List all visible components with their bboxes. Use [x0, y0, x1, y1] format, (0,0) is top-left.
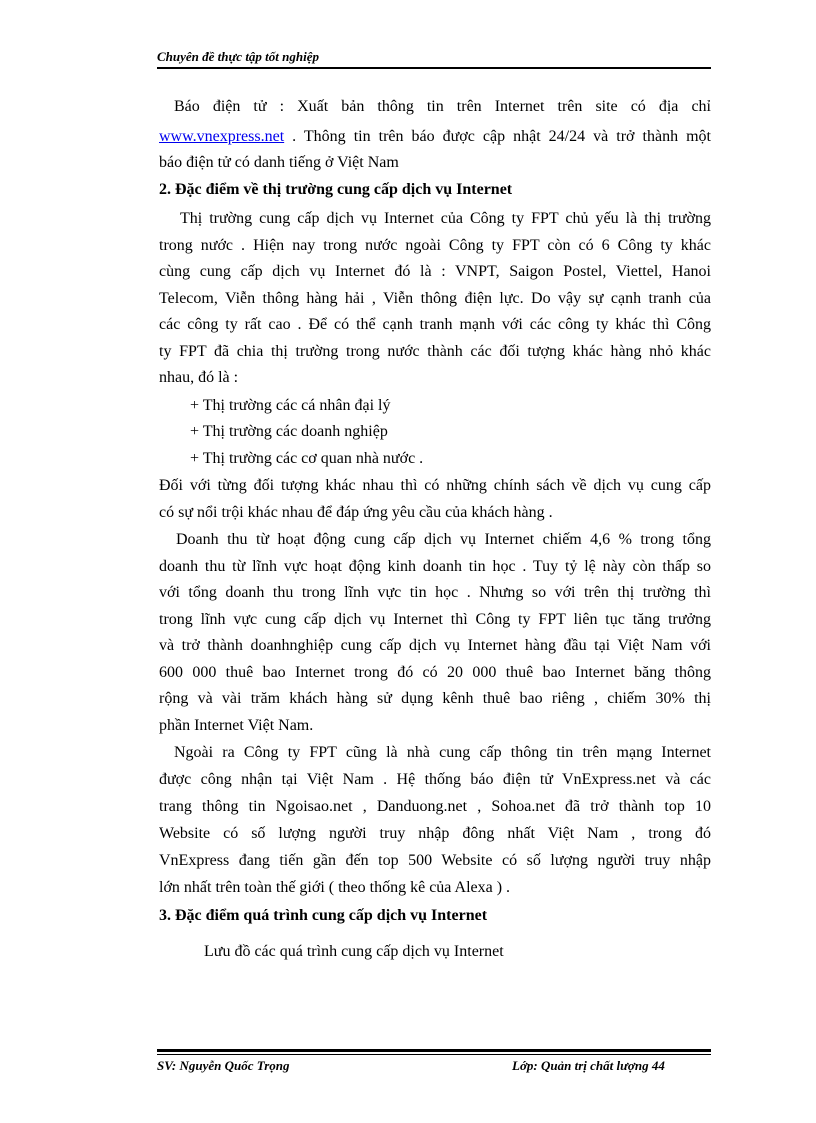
footer-student-name: SV: Nguyễn Quốc Trọng — [157, 1058, 290, 1073]
para4-line: lớn nhất trên toàn thế giới ( theo thống kê của Alexa ) . — [159, 879, 511, 896]
market-bullet: + Thị trường các doanh nghiệp — [190, 423, 388, 440]
para3-line: với tổng doanh thu trong lĩnh vực tin học . Nhưng so với trên thị trường thì — [159, 584, 711, 601]
para1-line: trong nước . Hiện nay trong nước ngoài Công ty FPT còn có 6 Công ty khác — [159, 237, 711, 254]
section-3-heading: 3. Đặc điểm quá trình cung cấp dịch vụ Internet — [159, 907, 488, 924]
intro-line-3: báo điện tử có danh tiếng ở Việt Nam — [159, 154, 399, 171]
market-bullet: + Thị trường các cơ quan nhà nước . — [190, 450, 424, 467]
para1-line: Thị trường cung cấp dịch vụ Internet của Công ty FPT chủ yếu là thị trường — [180, 210, 711, 227]
intro-line-1: Báo điện tử : Xuất bản thông tin trên Internet trên site có địa chỉ — [174, 98, 711, 115]
para4-line: Ngoài ra Công ty FPT cũng là nhà cung cấp thông tin trên mạng Internet — [174, 744, 711, 761]
para4-line: Website có số lượng người truy nhập đông nhất Việt Nam , trong đó — [159, 825, 711, 842]
para1-line: cùng cung cấp dịch vụ Internet đó là : VNPT, Saigon Postel, Viettel, Hanoi — [159, 263, 711, 280]
para4-line: VnExpress đang tiến gần đến top 500 Website có số lượng người truy nhập — [159, 852, 711, 869]
footer-rule-thick — [157, 1049, 711, 1052]
para3-line: doanh thu từ lĩnh vực hoạt động kinh doanh tin học . Tuy tỷ lệ này còn thấp so — [159, 558, 711, 575]
para1-line: Telecom, Viễn thông hàng hải , Viễn thông điện lực. Do vậy sự cạnh tranh của — [159, 290, 711, 307]
page-header-title: Chuyên đề thực tập tốt nghiệp — [157, 49, 319, 64]
para3-line: 600 000 thuê bao Internet trong đó có 20 000 thuê bao Internet băng thông — [159, 664, 711, 681]
para3-line: rộng và vài trăm khách hàng sử dụng kênh thuê bao riêng , chiếm 30% thị — [159, 690, 711, 707]
header-rule — [157, 67, 711, 69]
market-bullet: + Thị trường các cá nhân đại lý — [190, 397, 391, 414]
para4-line: được công nhận tại Việt Nam . Hệ thống báo điện tử VnExpress.net và các — [159, 771, 711, 788]
intro-line-2 — [159, 127, 711, 147]
para1-line: nhau, đó là : — [159, 369, 239, 386]
footer-class: Lớp: Quản trị chất lượng 44 — [512, 1058, 665, 1073]
vnexpress-link[interactable]: www.vnexpress.net — [159, 128, 285, 145]
para1-line: các công ty rất cao . Để có thể cạnh tranh mạnh với các công ty khác thì Công — [159, 316, 711, 333]
para3-line: và trở thành doanhnghiệp cung cấp dịch vụ Internet hàng đầu tại Việt Nam với — [159, 637, 711, 654]
para2-line: có sự nổi trội khác nhau để đáp ứng yêu cầu của khách hàng . — [159, 504, 553, 521]
para3-line: phần Internet Việt Nam. — [159, 717, 314, 734]
para1-line: ty FPT đã chia thị trường trong nước thành các đối tượng khác hàng nhỏ khác — [159, 343, 711, 360]
para3-line: trong lĩnh vực cung cấp dịch vụ Internet thì Công ty FPT liên tục tăng trưởng — [159, 611, 711, 628]
para2-line: Đối với từng đối tượng khác nhau thì có những chính sách về dịch vụ cung cấp — [159, 477, 711, 494]
flowchart-caption: Lưu đồ các quá trình cung cấp dịch vụ Internet — [204, 943, 504, 960]
para4-line: trang thông tin Ngoisao.net , Danduong.net , Sohoa.net đã trở thành top 10 — [159, 798, 711, 815]
para3-line: Doanh thu từ hoạt động cung cấp dịch vụ Internet chiếm 4,6 % trong tổng — [176, 531, 711, 548]
footer-rule-thin — [157, 1054, 711, 1055]
section-2-heading: 2. Đặc điểm về thị trường cung cấp dịch vụ Internet — [159, 181, 513, 198]
intro-line-2-text: . Thông tin trên báo được cập nhật 24/24 và trở thành một — [284, 128, 711, 145]
